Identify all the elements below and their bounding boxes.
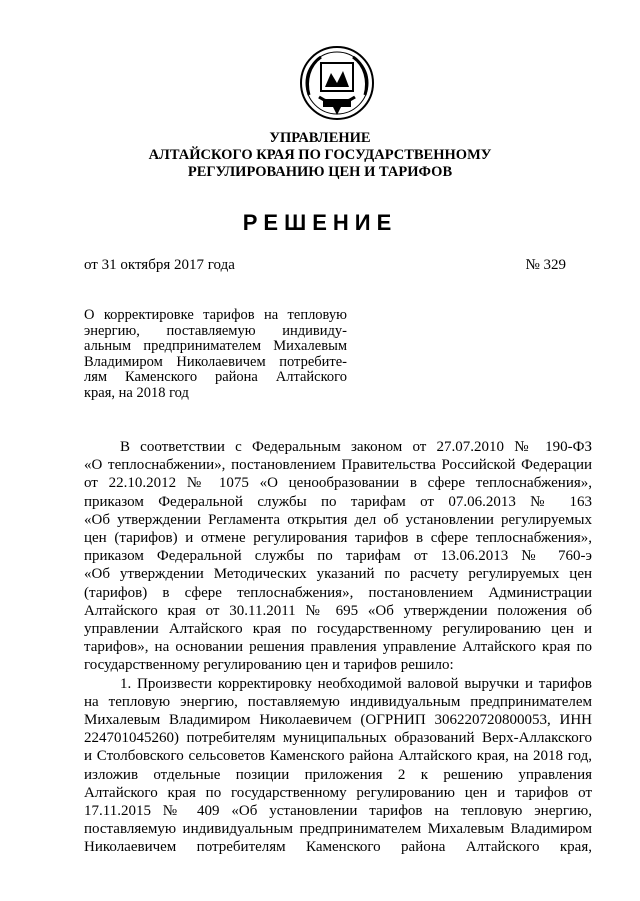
body-line: 17.11.2015 № 409 «Об установлении тарифов на тепловую энергию,	[84, 803, 592, 820]
body-line: тарифов», на основании решения правления управление Алтайского края по	[84, 639, 592, 656]
body-line: (тарифов) в сфере теплоснабжения», постановлением Администрации	[84, 584, 592, 601]
subject-line: края, на 2018 год	[84, 384, 189, 401]
body-line: «Об утверждении Регламента открытия дел об установлении регулируемых	[84, 511, 592, 528]
document-title: РЕШЕНИЕ	[242, 210, 398, 235]
org-line: РЕГУЛИРОВАНИЮ ЦЕН И ТАРИФОВ	[187, 164, 453, 180]
subject-line: О корректировке тарифов на тепловую	[84, 307, 347, 323]
body-line: Алтайского края от 30.11.2011 № 695 «Об утверждении положения об	[84, 602, 592, 619]
subject-line: лям Каменского района Алтайского	[84, 369, 347, 386]
body-line: Николаевичем потребителям Каменского района Алтайского края,	[84, 839, 592, 856]
body-line: приказом Федеральной службы по тарифам от 13.06.2013 № 760-э	[84, 548, 592, 565]
organization-name	[0, 130, 640, 181]
body-line: 1. Произвести корректировку необходимой валовой выручки и тарифов	[120, 675, 592, 692]
body-line: на тепловую энергию, поставляемую индивидуальным предпринимателем	[84, 693, 592, 710]
body-line: 224701045260) потребителям муниципальных образований Верх-Аллакского	[84, 730, 592, 747]
body-line: Алтайского края по государственному регулированию цен и тарифов от	[84, 784, 592, 801]
body-line: поставляемую индивидуальным предпринимателем Михалевым Владимиром	[84, 821, 592, 838]
subject-line: Владимиром Николаевичем потребите-	[84, 353, 347, 370]
body-line: и Столбовского сельсоветов Каменского района Алтайского края, на 2018 год,	[84, 748, 592, 765]
body-line: «Об утверждении Методических указаний по расчету регулируемых цен	[84, 566, 592, 583]
body-line: государственному регулированию цен и тарифов решило:	[84, 657, 454, 674]
subject-line: альным предпринимателем Михалевым	[84, 338, 347, 355]
body-line: приказом Федеральной службы по тарифам от 07.06.2013 № 163	[84, 493, 592, 510]
document-number: № 329	[525, 257, 566, 273]
body-line: от 22.10.2012 № 1075 «О ценообразовании в сфере теплоснабжения»,	[84, 475, 592, 492]
body-line: Михалевым Владимиром Николаевичем (ОГРНИП 306220720800053, ИНН	[84, 712, 592, 729]
subject-line: энергию, поставляемую индивиду-	[84, 322, 347, 339]
body-line: «О теплоснабжении», постановлением Правительства Российской Федерации	[84, 457, 592, 474]
coat-of-arms-emblem	[297, 43, 377, 123]
document-body	[84, 438, 592, 857]
org-line: УПРАВЛЕНИЕ	[269, 130, 371, 146]
body-line: В соответствии с Федеральным законом от 27.07.2010 № 190-ФЗ	[120, 439, 592, 455]
body-line: изложив отдельные позиции приложения 2 к решению управления	[84, 766, 592, 783]
body-line: цен (тарифов) и отмене регулирования тарифов в сфере теплоснабжения»,	[84, 530, 592, 547]
body-line: управлении Алтайского края по государственному регулированию цен и	[84, 621, 592, 638]
document-subject	[84, 308, 347, 402]
org-line: АЛТАЙСКОГО КРАЯ ПО ГОСУДАРСТВЕННОМУ	[148, 147, 492, 163]
document-date: от 31 октября 2017 года	[84, 257, 235, 273]
